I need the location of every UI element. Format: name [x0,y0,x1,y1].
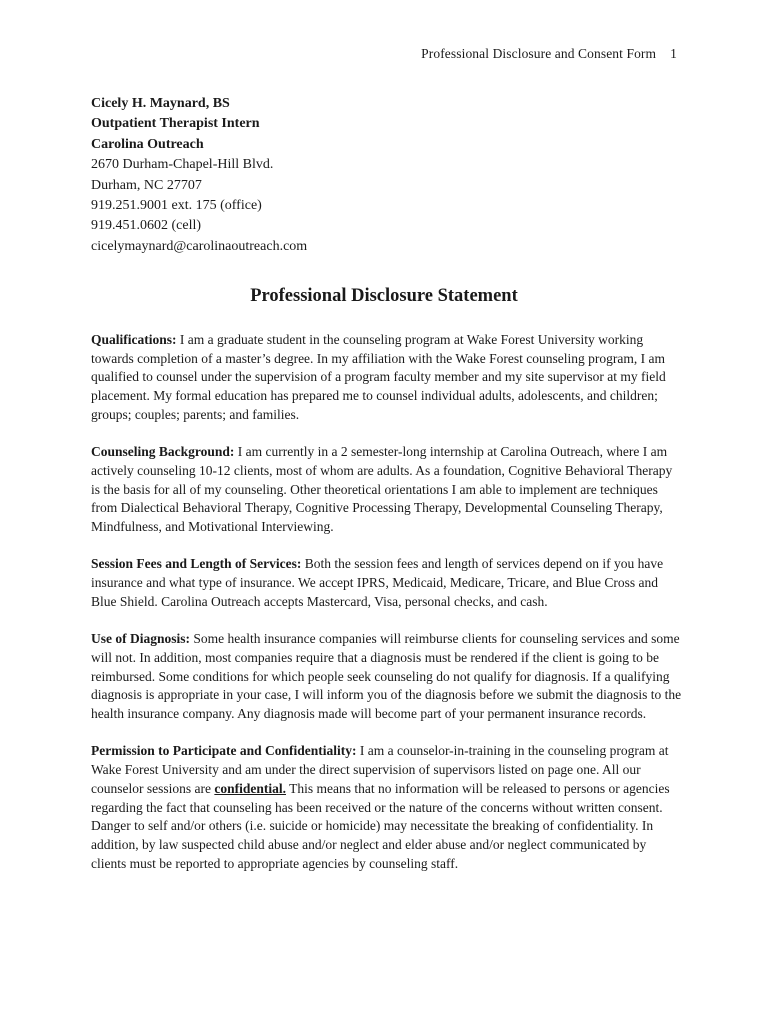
confidentiality-text-before: I am a counselor-in-training in the counseling program at Wake Forest University and am under the direct supervision of supervisors listed on page one. All our counselor sessions are [91,743,669,796]
cell-phone: 919.451.0602 (cell) [91,218,202,234]
address-line-2: Durham, NC 27707 [91,177,202,193]
diagnosis-text: Some health insurance companies will reimburse clients for counseling services and some will not. In addition, most companies require that a diagnosis must be rendered if the client is going to be reimbursed. Some conditions for which people seek counseling do not qualify for diagnosis. If a qualifying diagnosis is appropriate in your case, I will inform you of the diagnosis before we submit the diagnosis to the health insurance company. Any diagnosis made will become part of your permanent insurance records. [91,631,682,722]
running-title: Professional Disclosure and Consent Form [421,46,657,61]
background-paragraph [91,443,683,537]
address-line-1: 2670 Durham-Chapel-Hill Blvd. [91,157,274,173]
confidentiality-text-after: This means that no information will be released to persons or agencies regarding the fact that counseling has been received or the nature of the concerns without written consent. Danger to self and/or others (i.e. suicide or homicide) may necessitate the breaking of confidentiality. In addition, by law suspected child abuse and/or neglect and elder abuse and/or neglect communicated by clients must be reported to appropriate agencies by counseling staff. [91,780,670,871]
email-address: cicelymaynard@carolinaoutreach.com [91,238,308,254]
organization-name: Carolina Outreach [91,136,204,152]
author-role: Outpatient Therapist Intern [91,116,260,132]
qualifications-paragraph [91,331,683,425]
running-head [421,46,677,62]
background-label: Counseling Background: [91,444,235,460]
diagnosis-paragraph [91,630,683,724]
fees-label: Session Fees and Length of Services: [91,556,302,572]
office-phone: 919.251.9001 ext. 175 (office) [91,198,262,214]
confidential-emphasis: confidential. [214,780,286,796]
author-name: Cicely H. Maynard, BS [91,96,230,111]
page-number: 1 [670,46,677,61]
fees-text: Both the session fees and length of services depend on if you have insurance and what type of insurance. We accept IPRS, Medicaid, Medicare, Tricare, and Blue Cross and Blue Shield. Carolina Outreach accepts Mastercard, Visa, personal checks, and cash. [91,556,664,609]
confidentiality-label: Permission to Participate and Confidentiality: [91,743,357,759]
diagnosis-label: Use of Diagnosis: [91,631,191,647]
document-title: Professional Disclosure Statement [250,286,518,306]
fees-paragraph [91,555,683,611]
qualifications-label: Qualifications: [91,332,177,347]
confidentiality-paragraph [91,742,683,873]
document-body [91,331,683,892]
qualifications-text: I am a graduate student in the counseling program at Wake Forest University working towards completion of a master’s degree. In my affiliation with the Wake Forest counseling program, I am qualified to counsel under the supervision of a program faculty member and my site supervisor at my field placement. My formal education has prepared me to counsel individual adults, adolescents, and children; groups; couples; parents; and families. [91,332,666,422]
letterhead [91,94,307,257]
background-text: I am currently in a 2 semester-long internship at Carolina Outreach, where I am actively counseling 10-12 clients, most of whom are adults. As a foundation, Cognitive Behavioral Therapy is the basis for all of my counseling. Other theoretical orientations I am able to implement are techniques from Dialectical Behavioral Therapy, Cognitive Processing Therapy, Developmental Counseling Therapy, Mindfulness, and Motivational Interviewing. [91,444,673,535]
